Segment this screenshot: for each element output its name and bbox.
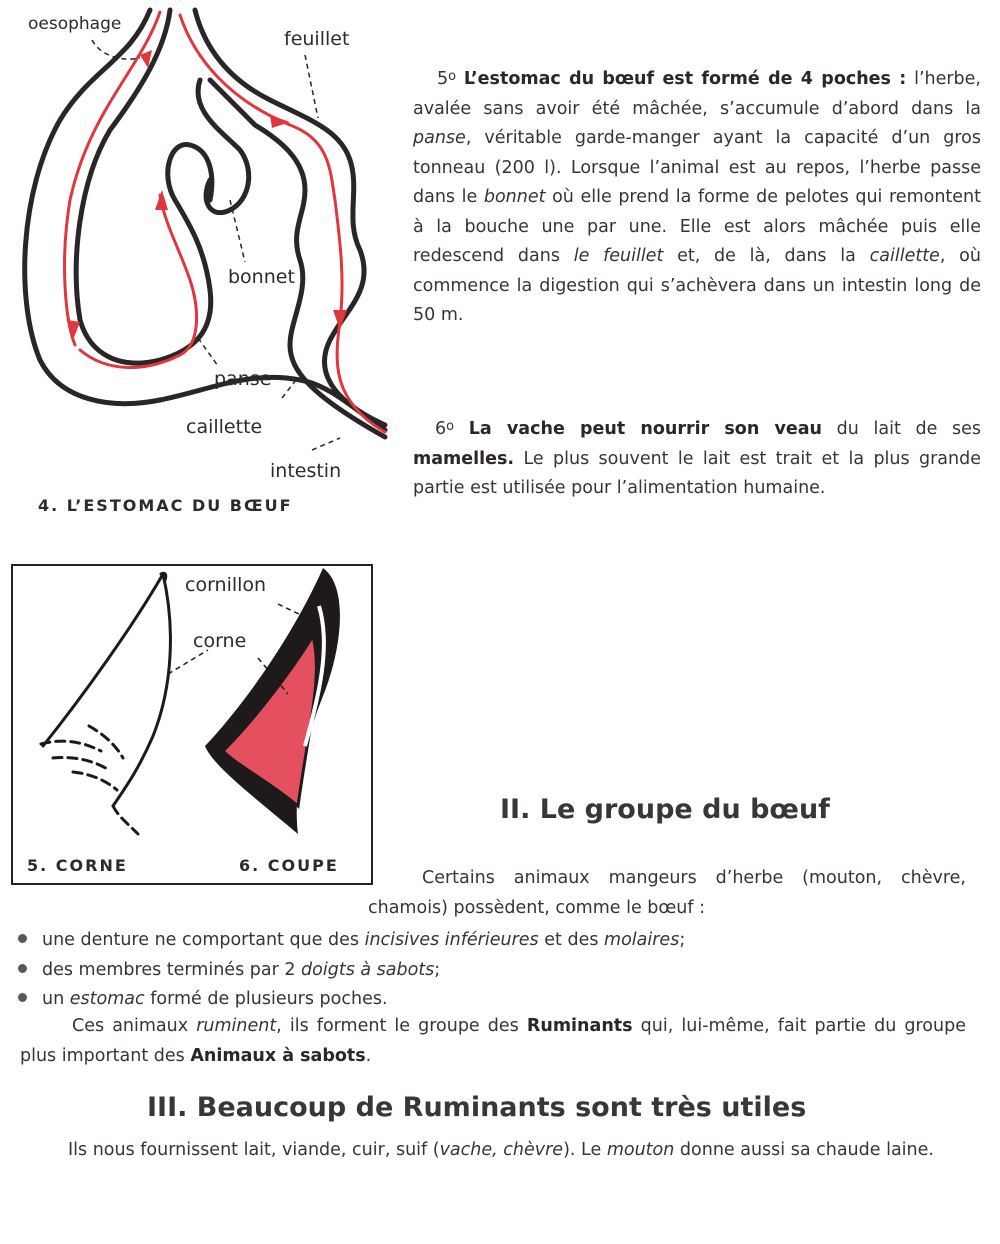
bullet-dot — [18, 934, 27, 943]
horn-outline-left — [43, 574, 163, 746]
stomach-caption: 4. L’ESTOMAC DU BŒUF — [38, 496, 293, 515]
stomach-drawing — [0, 0, 400, 540]
horn-figures-box — [11, 564, 373, 885]
heading-section-II: II. Le groupe du bœuf — [500, 794, 830, 825]
section-6-lead: La vache peut nourrir son veau — [468, 419, 823, 439]
arrow-panse-path — [80, 195, 197, 368]
label-oesophage: oesophage — [28, 14, 122, 34]
leader-corne-5 — [168, 650, 208, 674]
leader-feuillet — [305, 55, 318, 118]
section-II-paragraph: Ces animaux ruminent, ils forment le groupe des Ruminants qui, lui-même, fait partie du groupe plus important des Animaux à sabots. — [20, 1016, 966, 1066]
horn-base-ring-1 — [41, 741, 101, 751]
leader-caillette — [282, 380, 296, 398]
bullet-item-1: une denture ne comportant que des incisives inférieures et des molaires; — [18, 930, 685, 950]
bullet-dot — [18, 993, 27, 1002]
section-II-intro: Certains animaux mangeurs d’herbe (mouton, chèvre, chamois) possèdent, comme le bœuf : — [368, 868, 966, 918]
section-5-paragraph: 5$^o$ L’estomac du bœuf est formé de 4 poches : l’herbe, avalée sans avoir été mâchée, s’accumule d’abord dans la panse, véritable garde-manger ayant la capacité d’un gros tonneau (200 l). Lorsque l’animal est au repos, l’herbe passe dans le bonnet où elle prend la forme de pelotes qui remontent à la bouche une par une. Elle est alors mâchée puis elle redescend dans le feuillet et, de là, dans la caillette, où commence la digestion qui s’achèvera dans un intestin long de 50 m. — [413, 69, 981, 325]
arrow-head-4 — [270, 115, 290, 128]
bullet-dot — [18, 964, 27, 973]
horn-base-ring-3 — [73, 772, 117, 790]
section-6-number: 6 — [435, 419, 447, 439]
bonnet-wall — [195, 10, 385, 425]
arrow-head-3 — [155, 190, 168, 210]
section-5-number: 5 — [437, 69, 449, 89]
panse-inner-wall — [76, 10, 212, 363]
label-feuillet: feuillet — [284, 28, 350, 50]
section-6-ordinal: o — [446, 419, 455, 434]
horn-base-edge — [113, 806, 138, 834]
leader-bonnet — [230, 200, 245, 262]
horn-drawing — [13, 566, 371, 883]
section-5-ordinal: o — [448, 69, 457, 84]
stomach-diagram — [0, 0, 400, 540]
horn-caption: 5. CORNE — [27, 856, 128, 875]
label-panse: panse — [214, 368, 272, 390]
heading-section-III: III. Beaucoup de Ruminants sont très utiles — [147, 1092, 807, 1123]
bullet-item-3: un estomac formé de plusieurs poches. — [18, 989, 388, 1009]
section-III-paragraph: Ils nous fournissent lait, viande, cuir, suif (vache, chèvre). Le mouton donne aussi sa chaude laine. — [68, 1140, 934, 1160]
section-5-lead: L’estomac du bœuf est formé de 4 poches : — [463, 69, 907, 89]
leader-cornillon — [278, 604, 303, 616]
bullet-item-2: des membres terminés par 2 doigts à sabots; — [18, 960, 440, 980]
leader-panse — [198, 338, 218, 366]
section-caption: 6. COUPE — [239, 856, 339, 875]
leader-intestin — [312, 438, 340, 450]
label-cornillon: cornillon — [185, 574, 267, 596]
horn-base-ring-2 — [53, 758, 109, 771]
section-6-paragraph: 6$^o$ La vache peut nourrir son veau du lait de ses mamelles. Le plus souvent le lait est trait et la plus grande partie est utilisée pour l’alimentation humaine. — [413, 419, 981, 498]
label-corne: corne — [193, 630, 247, 652]
bonnet-inner-wall — [198, 80, 249, 213]
horn-base-ring-4 — [89, 726, 123, 758]
label-intestin: intestin — [270, 460, 342, 482]
label-bonnet: bonnet — [228, 266, 295, 288]
label-caillette: caillette — [186, 416, 263, 438]
